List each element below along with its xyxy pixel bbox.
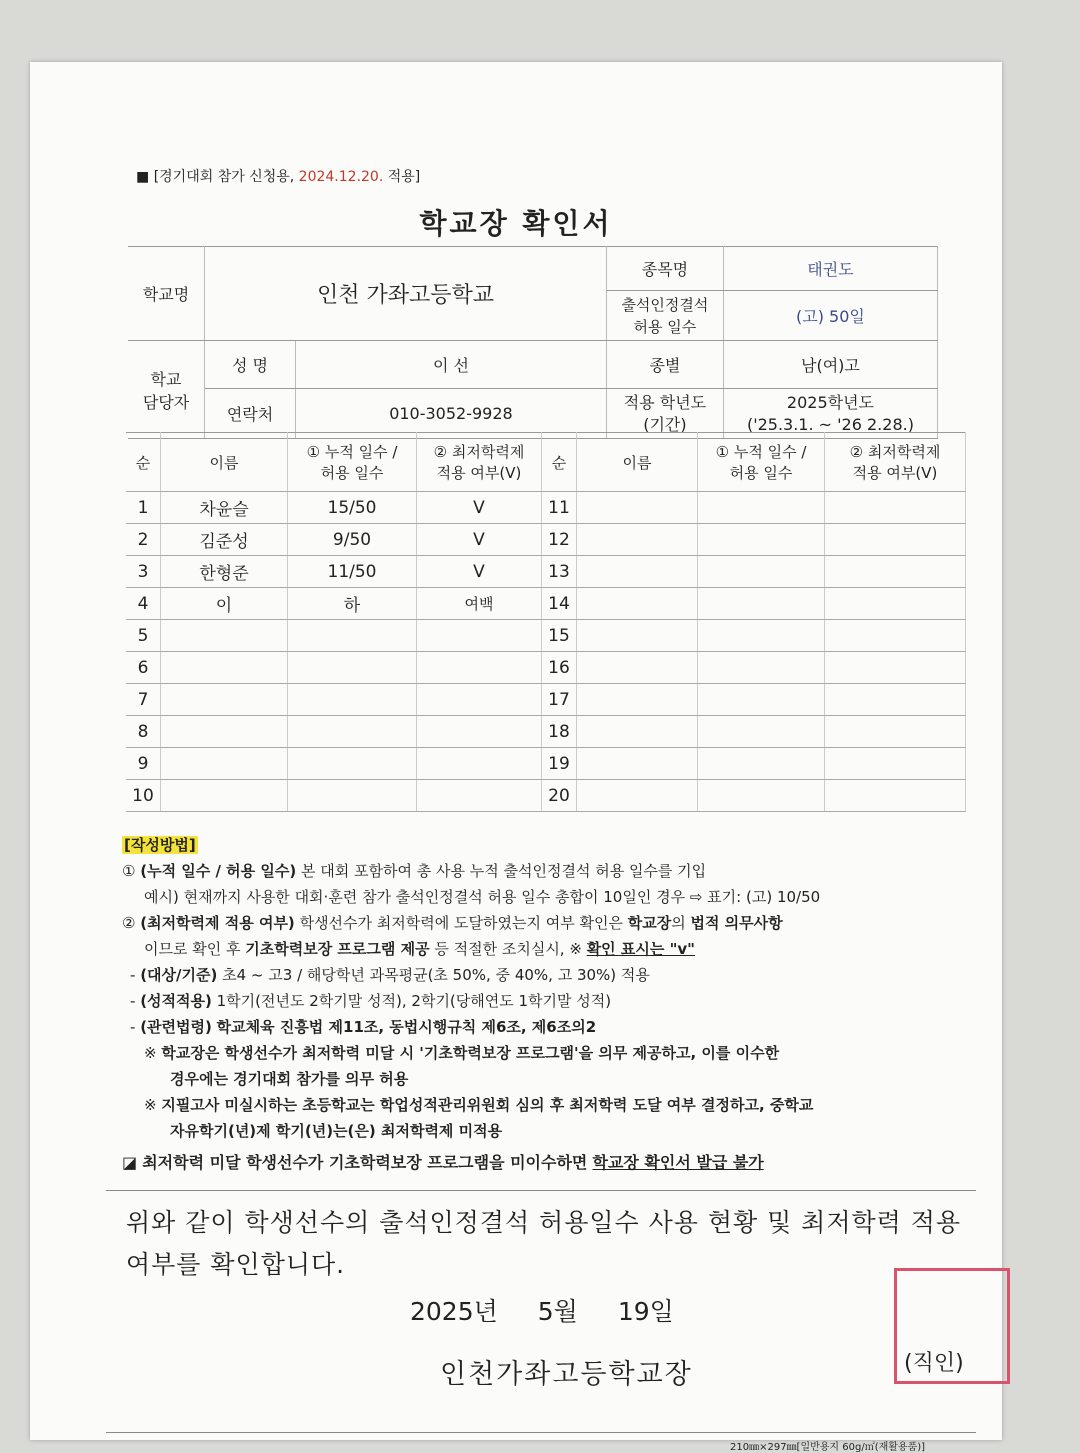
table-row: 4 이 하 여백 14	[126, 588, 966, 620]
note-1-cont: 경우에는 경기대회 참가를 의무 허용	[170, 1070, 409, 1088]
label-name: 성 명	[205, 341, 296, 389]
label-school-name: 학교명	[128, 247, 205, 341]
col-no-2: 순	[542, 433, 577, 492]
label-contact: 연락처	[205, 389, 296, 439]
col-days-2: ① 누적 일수 / 허용 일수	[698, 433, 825, 492]
document-paper	[30, 62, 1002, 1453]
table-row: 1 차윤슬 15/50 V 11	[126, 492, 966, 524]
table-row: 6 16	[126, 652, 966, 684]
table-row: 10 20	[126, 780, 966, 812]
issue-date: 2025년 5월 19일	[410, 1297, 674, 1326]
contact-value: 010-3052-9928	[296, 389, 607, 439]
instruction-grade: - (성적적용) 1학기(전년도 2학기말 성적), 2학기(당해연도 1학기말 성적)	[130, 992, 612, 1010]
instruction-law: - (관련법령) 학교체육 진흥법 제11조, 동법시행규칙 제6조, 제6조의2	[130, 1018, 597, 1036]
divider-top	[106, 1190, 976, 1191]
warning: ◪ 최저학력 미달 학생선수가 기초학력보장 프로그램을 미이수하면 학교장 확인서 발급 불가	[122, 1153, 764, 1172]
instruction-target: - (대상/기준) 초4 ~ 고3 / 해당학년 과목평균(초 50%, 중 40%, 고 30%) 적용	[130, 966, 650, 984]
manager-name: 이 선	[296, 341, 607, 389]
paper-spec: 210㎜×297㎜[일반용지 60g/㎡(재활용품)]	[730, 1442, 926, 1453]
principal-signature: 인천가좌고등학교장	[440, 1359, 693, 1390]
gender-value: 남(여)고	[723, 341, 937, 389]
label-allowed-days: 출석인정결석 허용 일수	[606, 291, 723, 341]
confirmation-statement: 위와 같이 학생선수의 출석인정결석 허용일수 사용 현황 및 최저학력 적용 여부를 확인합니다.	[126, 1208, 962, 1279]
table-row: 5 15	[126, 620, 966, 652]
col-no: 순	[126, 433, 161, 492]
instruction-1: ① (누적 일수 / 허용 일수) 본 대회 포함하여 총 사용 누적 출석인정결석 허용 일수를 기입	[122, 862, 707, 880]
label-year: 적용 학년도 (기간)	[606, 389, 723, 439]
col-min-academic-2: ② 최저학력제 적용 여부(V)	[825, 433, 966, 492]
instruction-2: ② (최저학력제 적용 여부) 학생선수가 최저학력에 도달하였는지 여부 확인은 학교장의 법적 의무사항	[122, 914, 783, 932]
instruction-1-example: 예시) 현재까지 사용한 대회·훈련 참가 출석인정결석 허용 일수 총합이 10일인 경우 ⇨ 표기: (고) 10/50	[144, 888, 821, 906]
header-note: ■ [경기대회 참가 신청용, 2024.12.20. 적용]	[136, 169, 421, 185]
year-value: 2025학년도 ('25.3.1. ~ '26 2.28.)	[723, 389, 937, 439]
col-name: 이름	[161, 433, 288, 492]
info-table	[128, 246, 938, 439]
instructions	[122, 832, 982, 1176]
table-row: 9 19	[126, 748, 966, 780]
school-name: 인천 가좌고등학교	[205, 247, 607, 341]
student-table	[126, 432, 966, 812]
instructions-heading: [작성방법]	[124, 836, 196, 854]
divider-bottom	[106, 1432, 976, 1433]
col-min-academic: ② 최저학력제 적용 여부(V)	[417, 433, 542, 492]
allowed-days-value: (고) 50일	[723, 291, 937, 341]
label-sport: 종목명	[606, 247, 723, 291]
table-row: 8 18	[126, 716, 966, 748]
table-row: 7 17	[126, 684, 966, 716]
col-name-2: 이름	[577, 433, 698, 492]
table-row: 3 한형준 11/50 V 13	[126, 556, 966, 588]
sport-value: 태권도	[723, 247, 937, 291]
note-1: ※ 학교장은 학생선수가 최저학력 미달 시 '기초학력보장 프로그램'을 의무 제공하고, 이를 이수한	[144, 1044, 780, 1062]
col-days: ① 누적 일수 / 허용 일수	[288, 433, 417, 492]
label-gender: 종별	[606, 341, 723, 389]
note-2-cont: 자유학기(년)제 학기(년)는(은) 최저학력제 미적용	[170, 1122, 503, 1140]
square-bullet-icon: ■	[136, 169, 150, 185]
document-title: 학교장 확인서	[419, 207, 613, 240]
label-manager: 학교 담당자	[128, 341, 205, 439]
instruction-2-cont: 이므로 확인 후 기초학력보장 프로그램 제공 등 적절한 조치실시, ※ 확인 표시는 "v"	[144, 940, 695, 958]
table-row: 2 김준성 9/50 V 12	[126, 524, 966, 556]
arrow-box-icon: ◪	[122, 1153, 138, 1172]
note-2: ※ 지필고사 미실시하는 초등학교는 학업성적관리위원회 심의 후 최저학력 도달 여부 결정하고, 중학교	[144, 1096, 814, 1114]
seal-label: (직인)	[904, 1351, 964, 1376]
